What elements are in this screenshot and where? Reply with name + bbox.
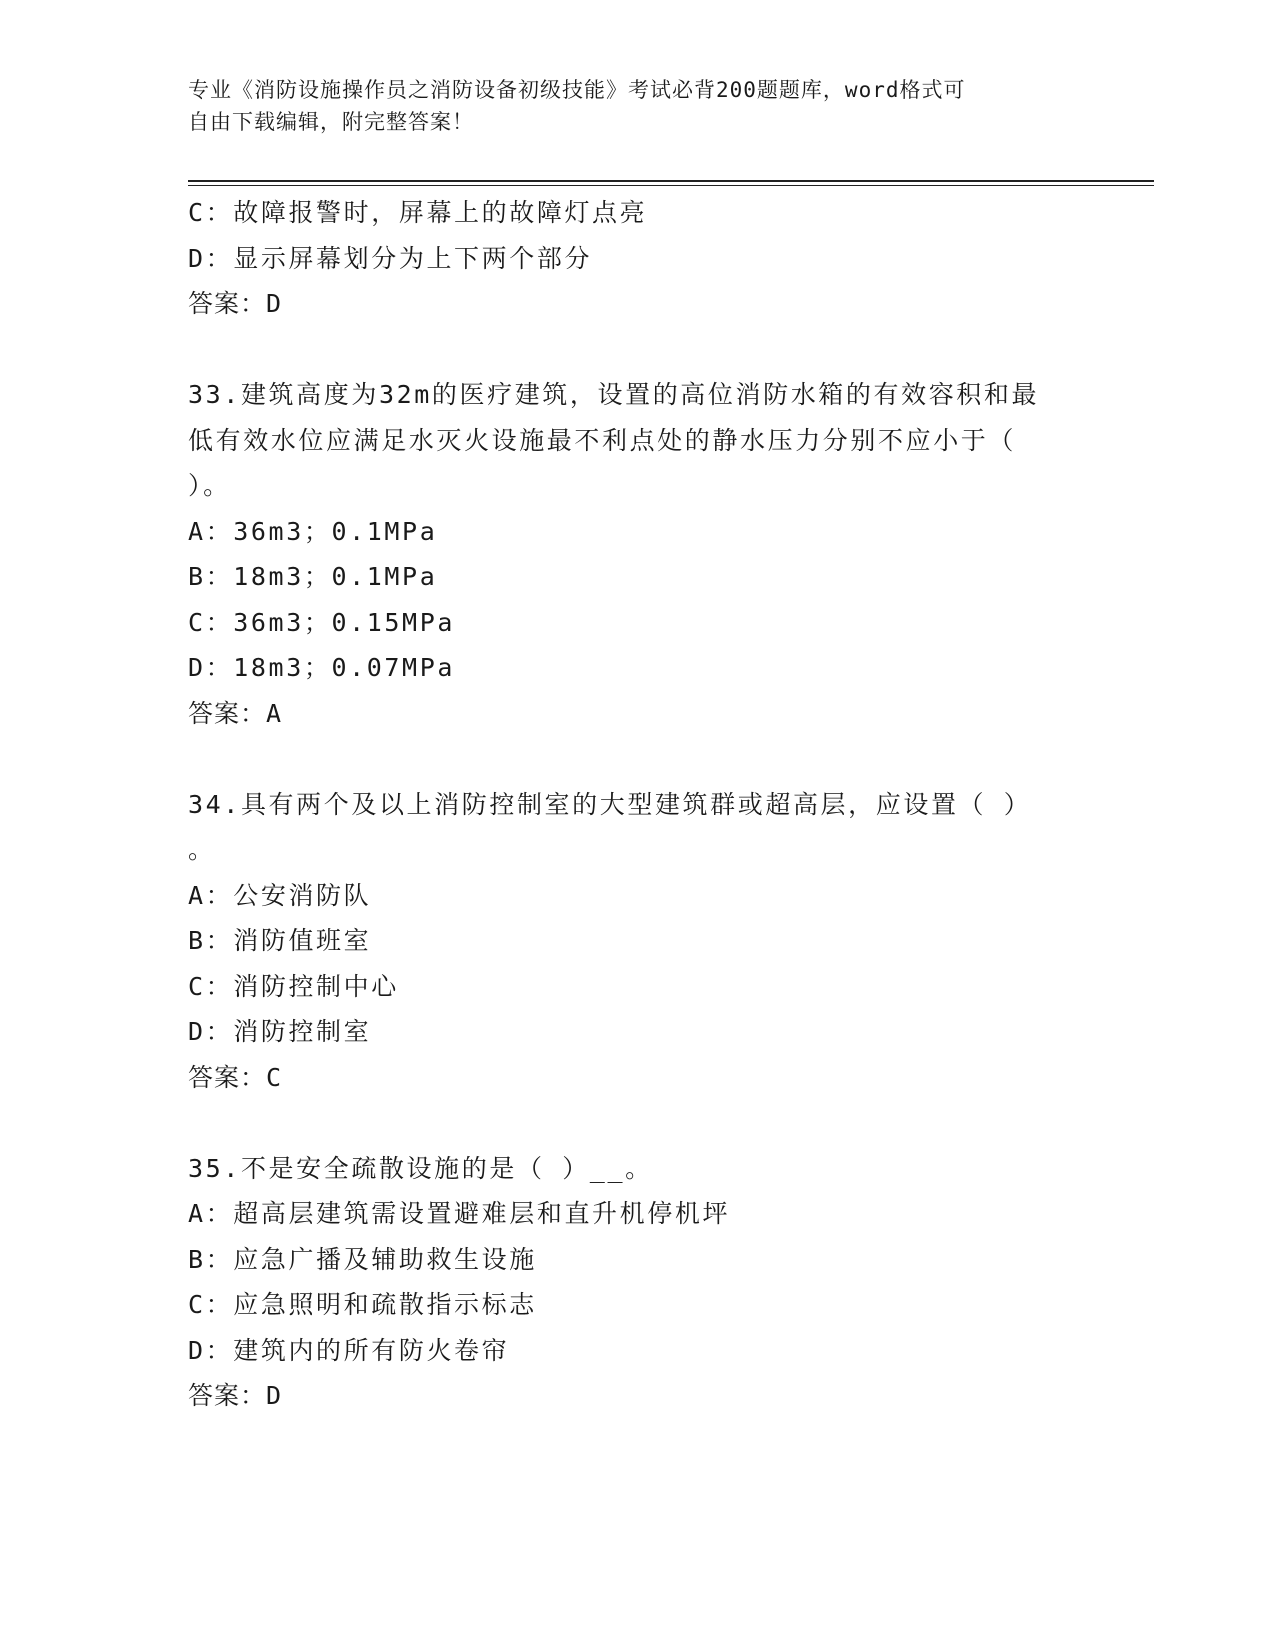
option-b: B：应急广播及辅助救生设施 [188,1244,537,1274]
spacer [188,736,1154,782]
header-line-1: 专业《消防设施操作员之消防设备初级技能》考试必背200题题库，word格式可 [188,78,966,102]
header-rule-thin [188,185,1154,186]
option-a: A：36m3；0.1MPa [188,516,438,546]
option-c: C：故障报警时，屏幕上的故障灯点亮 [188,198,648,227]
spacer [188,327,1154,373]
option-c: C：消防控制中心 [188,971,399,1001]
option-a: A：公安消防队 [188,880,372,910]
question-text: ）。 [188,471,231,500]
question-34 [188,782,1154,1101]
continued-question [188,190,1154,327]
question-35 [188,1146,1154,1419]
option-d: D：18m3；0.07MPa [188,653,456,682]
option-d: D：显示屏幕划分为上下两个部分 [188,243,593,273]
question-text: 33.建筑高度为32m的医疗建筑，设置的高位消防水箱的有效容积和最 [188,380,1040,409]
question-text: 。 [188,835,216,864]
header-rule-thick [188,180,1154,182]
question-content [188,190,1154,1419]
option-c: C：应急照明和疏散指示标志 [188,1290,537,1319]
option-c: C：36m3；0.15MPa [188,607,456,637]
option-b: B：18m3；0.1MPa [188,562,438,591]
option-a: A：超高层建筑需设置避难层和直升机停机坪 [188,1199,731,1228]
answer: 答案：A [188,698,283,728]
spacer [188,1100,1154,1146]
question-text: 低有效水位应满足水灭火设施最不利点处的静水压力分别不应小于（ [188,425,1017,455]
question-text: 34.具有两个及以上消防控制室的大型建筑群或超高层，应设置（ ） [188,789,1032,819]
option-d: D：建筑内的所有防火卷帘 [188,1335,510,1365]
option-b: B：消防值班室 [188,926,372,955]
page-header [188,74,1088,138]
option-d: D：消防控制室 [188,1017,372,1046]
answer: 答案：C [188,1062,283,1092]
header-line-2: 自由下载编辑，附完整答案！ [188,110,474,134]
answer: 答案：D [188,1381,283,1410]
question-text: 35.不是安全疏散设施的是（ ）__。 [188,1153,653,1183]
answer: 答案：D [188,289,283,318]
question-33 [188,372,1154,736]
